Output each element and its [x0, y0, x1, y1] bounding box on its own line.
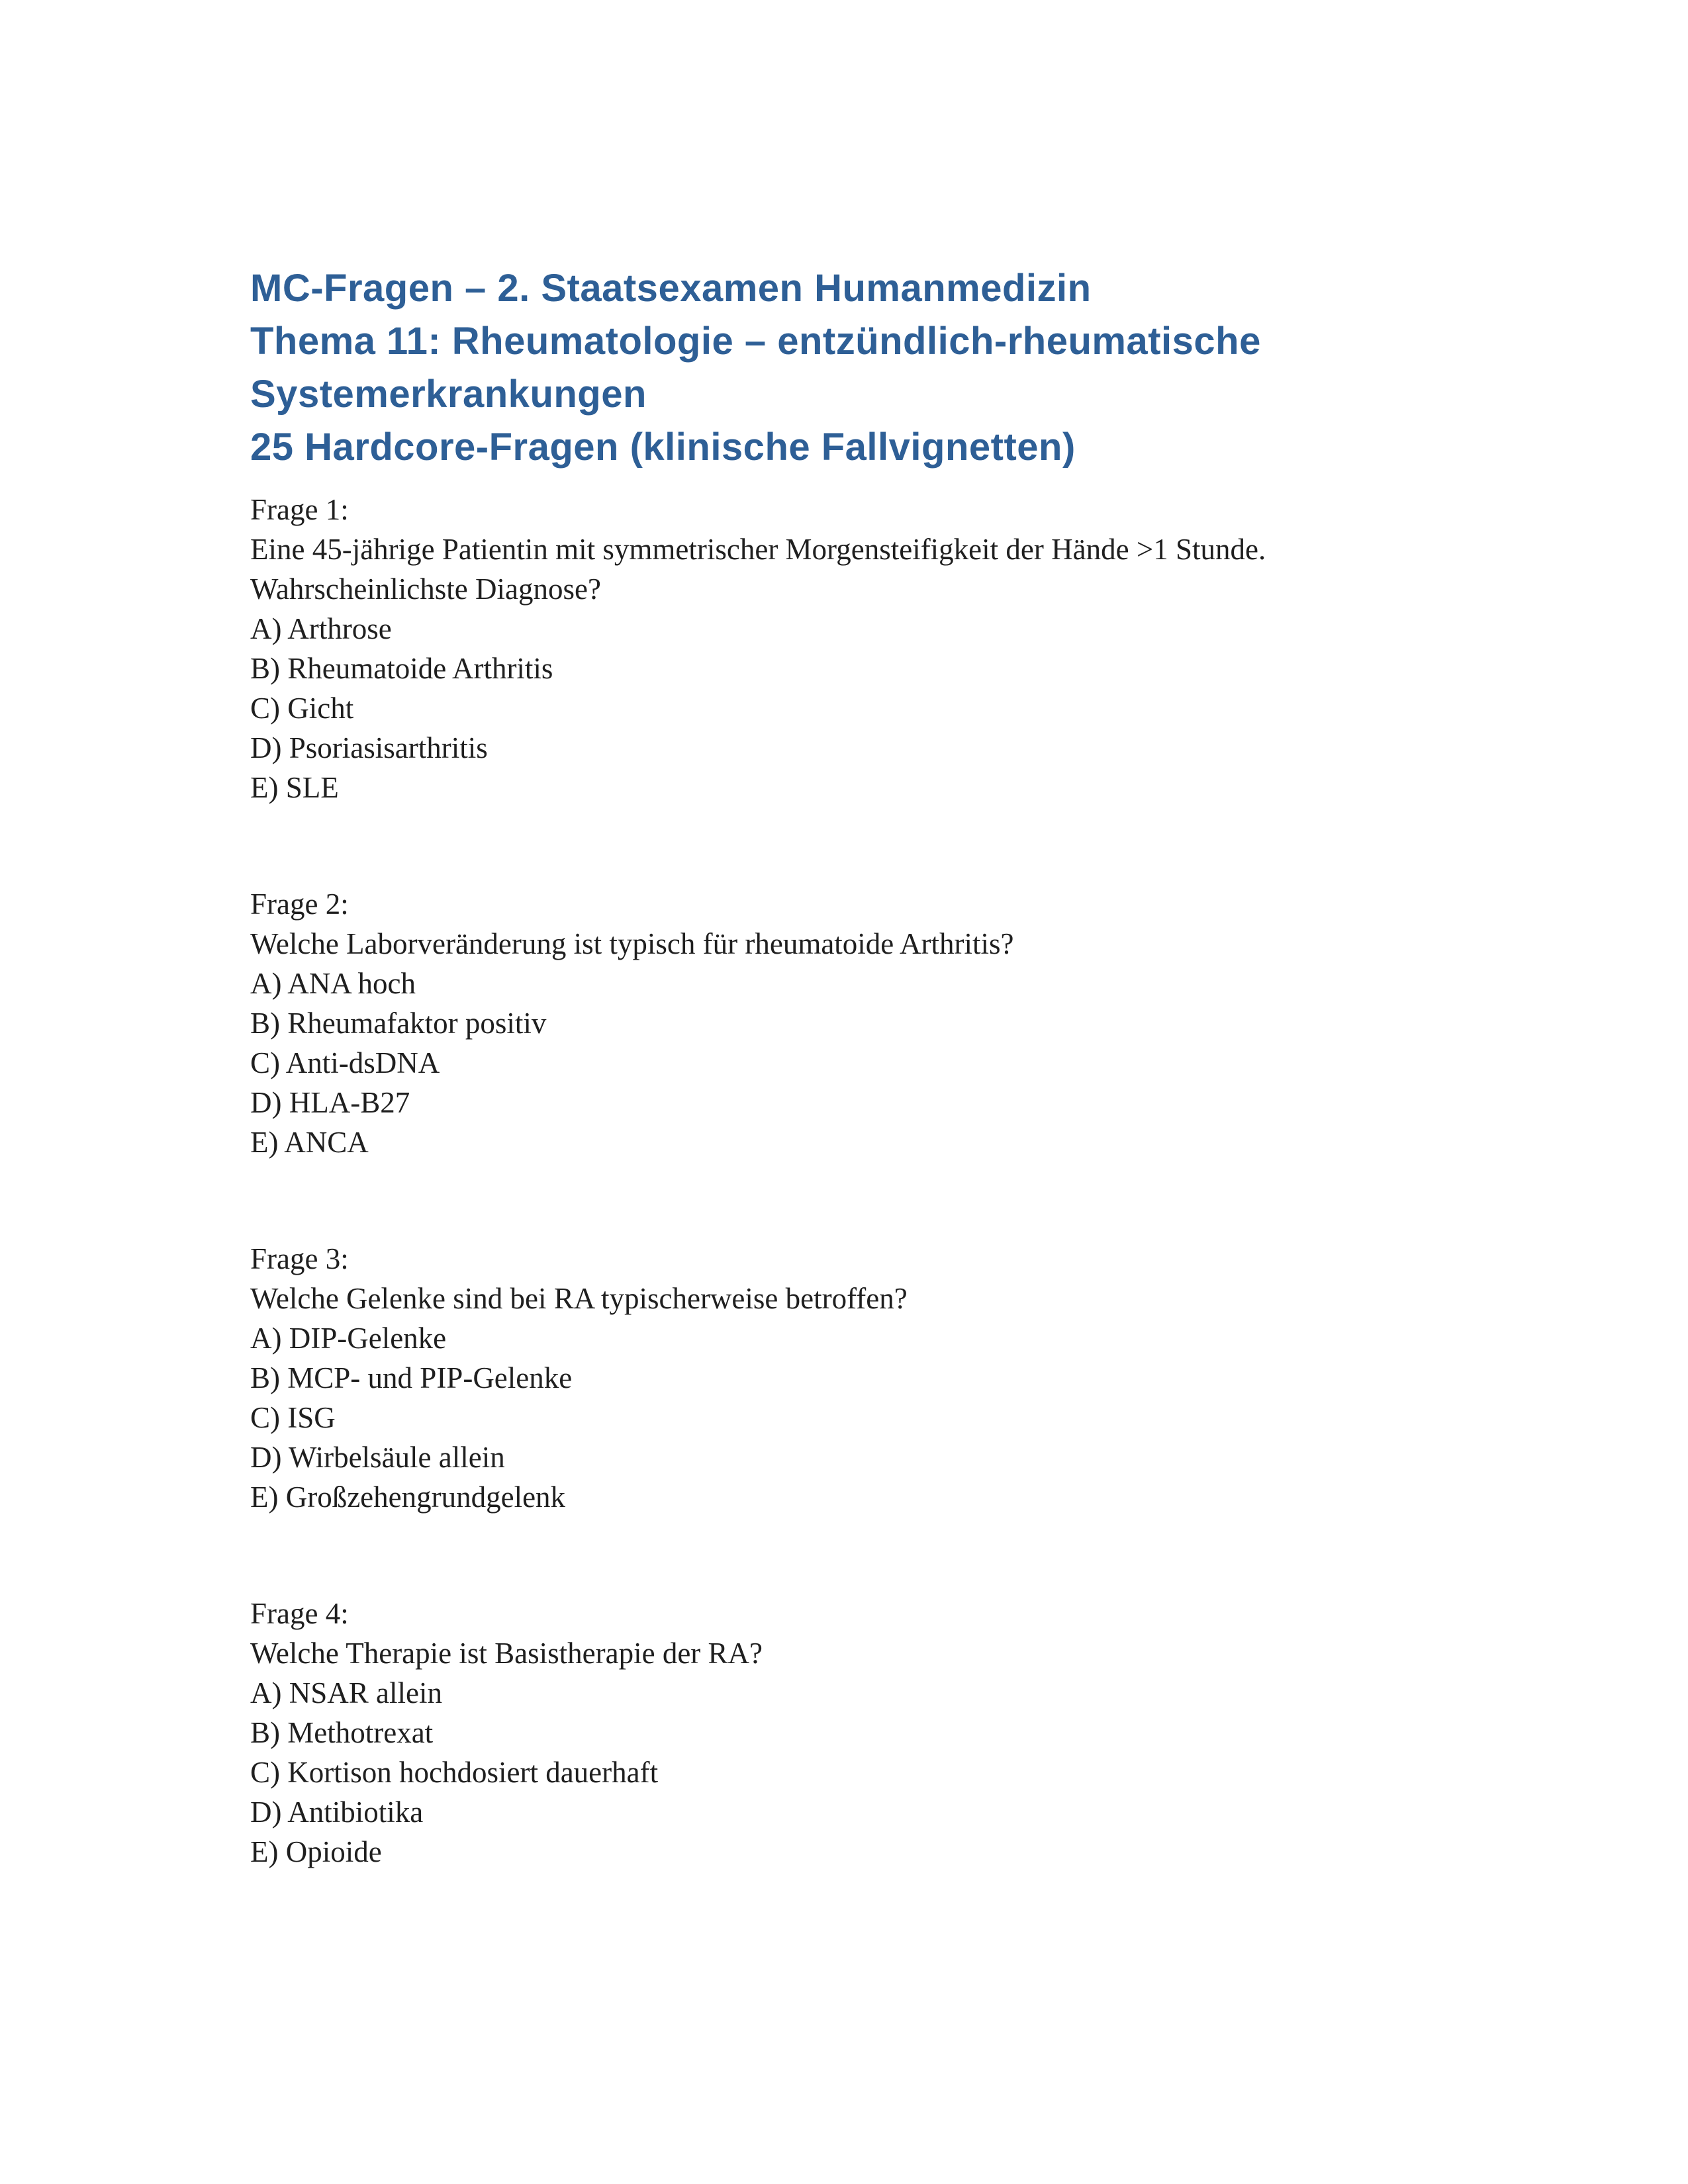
doc-section-title: 25 Hardcore-Fragen (klinische Fallvignetten) — [250, 426, 1076, 469]
question-text-line: Welche Therapie ist Basistherapie der RA? — [250, 1637, 763, 1670]
question-block-3 — [250, 1239, 1442, 1517]
option-item: A) ANA hoch — [250, 967, 416, 1000]
option-item: A) Arthrose — [250, 612, 392, 645]
option-item: B) Rheumafaktor positiv — [250, 1007, 547, 1040]
option-item: B) MCP- und PIP-Gelenke — [250, 1361, 573, 1394]
questions-container — [250, 490, 1442, 1872]
option-item: E) SLE — [250, 771, 339, 804]
option-item: D) Psoriasisarthritis — [250, 731, 488, 764]
option-item: A) NSAR allein — [250, 1676, 442, 1709]
option-item: D) Antibiotika — [250, 1796, 424, 1829]
option-item: B) Rheumatoide Arthritis — [250, 652, 553, 685]
question-label: Frage 1: — [250, 493, 349, 526]
option-item: B) Methotrexat — [250, 1716, 434, 1749]
question-text-line: Welche Laborveränderung ist typisch für rheumatoide Arthritis? — [250, 927, 1014, 960]
option-item: E) Opioide — [250, 1835, 382, 1868]
question-label: Frage 2: — [250, 887, 349, 921]
option-item: C) Kortison hochdosiert dauerhaft — [250, 1756, 659, 1789]
options-list — [250, 1318, 1442, 1517]
question-text — [250, 529, 1442, 609]
question-text-line: Eine 45-jährige Patientin mit symmetrischer Morgensteifigkeit der Hände >1 Stunde. — [250, 533, 1266, 566]
options-list — [250, 609, 1442, 807]
options-list — [250, 964, 1442, 1162]
question-block-2 — [250, 884, 1442, 1162]
document-header — [250, 262, 1442, 474]
option-item: C) ISG — [250, 1401, 336, 1434]
doc-subtitle-line1: Thema 11: Rheumatologie – entzündlich-rheumatische — [250, 320, 1261, 363]
question-text — [250, 1633, 1442, 1673]
question-text — [250, 1279, 1442, 1318]
option-item: A) DIP-Gelenke — [250, 1322, 447, 1355]
question-text-line: Wahrscheinlichste Diagnose? — [250, 572, 601, 606]
option-item: C) Gicht — [250, 692, 354, 725]
question-label: Frage 3: — [250, 1242, 349, 1275]
question-text — [250, 924, 1442, 964]
option-item: E) ANCA — [250, 1126, 369, 1159]
question-block-1 — [250, 490, 1442, 807]
question-text-line: Welche Gelenke sind bei RA typischerweise betroffen? — [250, 1282, 908, 1315]
question-block-4 — [250, 1594, 1442, 1872]
option-item: C) Anti-dsDNA — [250, 1046, 440, 1079]
doc-title: MC-Fragen – 2. Staatsexamen Humanmedizin — [250, 267, 1092, 310]
option-item: D) Wirbelsäule allein — [250, 1441, 505, 1474]
options-list — [250, 1673, 1442, 1872]
question-label: Frage 4: — [250, 1597, 349, 1630]
page-content — [250, 262, 1442, 1948]
doc-subtitle-line2: Systemerkrankungen — [250, 373, 647, 416]
option-item: E) Großzehengrundgelenk — [250, 1480, 566, 1514]
option-item: D) HLA-B27 — [250, 1086, 410, 1119]
